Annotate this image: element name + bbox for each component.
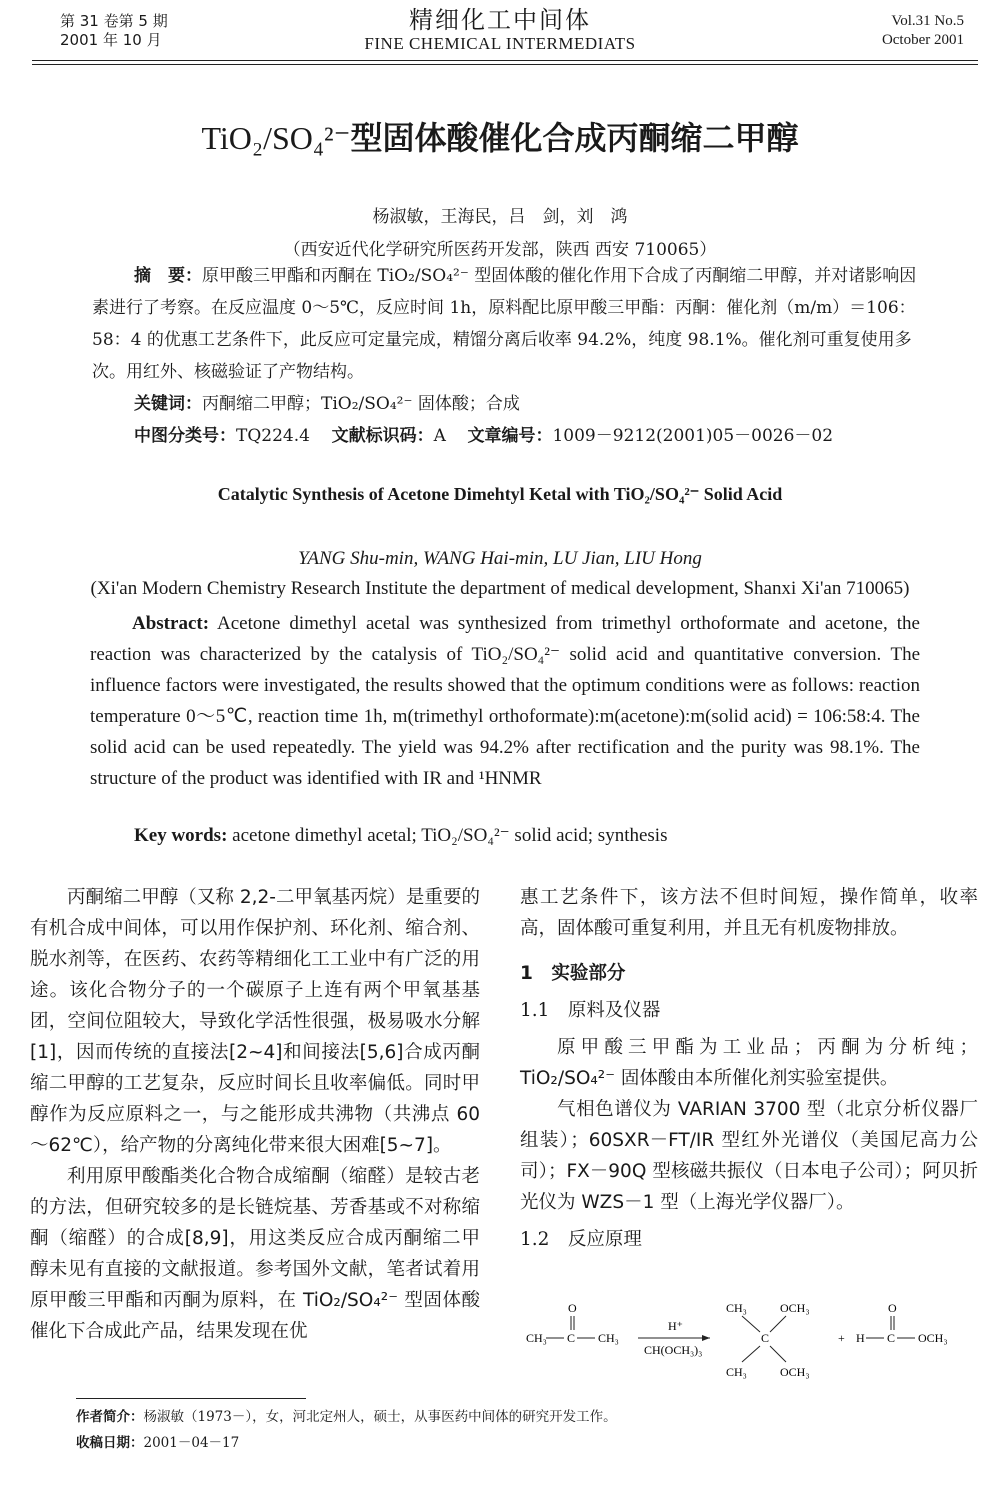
body-paragraph-2: 利用原甲酸酯类化合物合成缩酮（缩醛）是较古老的方法，但研究较多的是长链烷基、芳香基或不对称缩酮（缩醛）的合成[8,9]，用这类反应合成丙酮缩二甲醇未见有直接的文献报道。参考国外文献，笔者试着用原甲酸三甲酯和丙酮为原料，在 TiO₂/SO₄²⁻ 型固体酸催化下合成此产品，结果发现在优 — [30, 1166, 480, 1342]
article-no-label: 文章编号： — [467, 426, 553, 446]
abstract-en — [90, 608, 920, 794]
formate-h: H — [856, 1331, 865, 1345]
keywords-zh-label: 关键词： — [134, 394, 202, 414]
product-bond-tl — [742, 1316, 760, 1332]
product-bond-br — [770, 1346, 786, 1362]
reaction-arrowhead — [702, 1335, 710, 1341]
title-text: 型固体酸催化合成丙酮缩二甲醇 — [350, 119, 799, 157]
keywords-zh — [134, 388, 974, 420]
affiliation-zh: （西安近代化学研究所医药开发部，陕西 西安 710065） — [283, 240, 717, 260]
classification-zh — [134, 420, 974, 452]
header-issue-block — [882, 12, 964, 50]
doc-code-value: A — [433, 426, 446, 446]
date-zh: 2001 年 10 月 — [60, 31, 162, 49]
abstract-en-text: Acetone dimethyl acetal was synthesized from trimethyl orthoformate and acetone, the reaction was characterized by the catalysis of TiO₂/SO₄²⁻ solid acid and quantitative conversion. The influence factors were investigated, the results showed that the optimum conditions were as follows: reaction temperature 0～5℃, reaction time 1h, m(trimethyl orthoformate):m(acetone):m(solid acid) = 106:58:4. The solid acid can be used repeatedly. The yield was 94.2% after rectification and the purity was 98.1%. The structure of the product was identified with IR and ¹HNMR — [90, 613, 920, 789]
product-bond-tr — [770, 1316, 786, 1332]
author-bio-label: 作者简介： — [76, 1409, 144, 1425]
received-date-label: 收稿日期： — [76, 1435, 144, 1451]
volume-en: Vol.31 No.5 — [891, 13, 964, 29]
reagent-label: CH(OCH₃)₃ — [644, 1343, 703, 1357]
volume-zh: 第 31 卷第 5 期 — [60, 12, 168, 30]
body-paragraph-1: 丙酮缩二甲醇（又称 2,2-二甲氧基丙烷）是重要的有机合成中间体，可以用作保护剂、环化剂、缩合剂、脱水剂等，在医药、农药等精细化工工业中有广泛的用途。该化合物分子的一个碳原子上连有两个甲氧基基团，空间位阻较大，导致化学活性很强，极易吸水分解[1]，因而传统的直接法[2~4]和间接法[5,6]合成丙酮缩二甲醇的工艺复杂，反应时间长且收率偏低。同时甲醇作为反应原料之一，与之能形成共沸物（共沸点 60～62℃），给产物的分离纯化带来很大困难[5~7]。 — [30, 887, 480, 1156]
journal-name-block — [0, 6, 1000, 54]
abstract-zh — [92, 260, 930, 388]
abstract-en-label: Abstract: — [132, 613, 210, 634]
received-date-text: 2001－04－17 — [143, 1435, 240, 1451]
subsection-heading-1-2: 1.2 反应原理 — [520, 1229, 642, 1250]
authors-zh: 杨淑敏，王海民，吕 剑，刘 鸿 — [372, 207, 628, 227]
header-rule-thin — [32, 64, 978, 65]
reactant-carbon: C — [567, 1331, 576, 1345]
author-bio — [76, 1406, 617, 1428]
title-en: Catalytic Synthesis of Acetone Dimehtyl Ketal with TiO₂/SO₄²⁻ Solid Acid — [217, 484, 783, 504]
affiliation-en: (Xi'an Modern Chemistry Research Institute the department of medical development, Shanxi Xi'an 710065) — [90, 578, 910, 599]
formate-carbon: C — [887, 1331, 896, 1345]
plus-sign: + — [838, 1331, 845, 1345]
keywords-zh-text: 丙酮缩二甲醇；TiO₂/SO₄²⁻ 固体酸；合成 — [202, 394, 520, 414]
author-bio-text: 杨淑敏（1973－），女，河北定州人，硕士，从事医药中间体的研究开发工作。 — [143, 1409, 617, 1425]
section-heading-1: 1 实验部分 — [520, 963, 626, 984]
article-no-value: 1009－9212(2001)05－0026－02 — [552, 426, 834, 446]
reactant-ch3-right: CH₃ — [598, 1331, 619, 1345]
doc-code-label: 文献标识码： — [331, 426, 434, 446]
body-left-column — [30, 882, 480, 1347]
product-ch3-bottom: CH₃ — [726, 1365, 747, 1379]
product-carbon: C — [761, 1331, 770, 1345]
reaction-scheme — [520, 1300, 980, 1382]
body-paragraph-3: 惠工艺条件下，该方法不但时间短，操作简单，收率高，固体酸可重复利用，并且无有机废物排放。 — [520, 887, 978, 939]
clc-value: TQ224.4 — [236, 426, 310, 446]
catalyst-label: H⁺ — [668, 1319, 683, 1333]
keywords-en-label: Key words: — [134, 825, 228, 846]
product-ch3-top: CH₃ — [726, 1301, 747, 1315]
product-och3-bottom: OCH₃ — [780, 1365, 810, 1379]
journal-name-zh: 精细化工中间体 — [409, 6, 591, 34]
abstract-zh-text: 原甲酸三甲酯和丙酮在 TiO₂/SO₄²⁻ 型固体酸的催化作用下合成了丙酮缩二甲醇，并对诸影响因素进行了考察。在反应温度 0～5℃，反应时间 1h，原料配比原甲酸三甲酯：丙酮：催化剂（m/m）＝106：58：4 的优惠工艺条件下，此反应可定量完成，精馏分离后收率 94.2%，纯度 98.1%。催化剂可重复使用多次。用红外、核磁验证了产物结构。 — [92, 266, 917, 382]
journal-name-en: FINE CHEMICAL INTERMEDIATS — [364, 34, 636, 53]
product-och3-top: OCH₃ — [780, 1301, 810, 1315]
product-bond-bl — [742, 1346, 760, 1362]
header-rule — [32, 60, 978, 61]
authors-en: YANG Shu-min, WANG Hai-min, LU Jian, LIU Hong — [298, 548, 702, 569]
subsection-heading-1-1: 1.1 原料及仪器 — [520, 1000, 661, 1021]
clc-label: 中图分类号： — [134, 426, 236, 446]
received-date — [76, 1432, 239, 1454]
footnote-rule — [76, 1398, 306, 1399]
keywords-en — [134, 824, 667, 847]
title-formula: TiO₂/SO₄²⁻ — [201, 120, 351, 156]
abstract-zh-label: 摘 要： — [134, 266, 202, 286]
reactant-ch3-left: CH₃ — [526, 1331, 547, 1345]
page-title — [0, 118, 1000, 158]
formate-och3: OCH₃ — [918, 1331, 948, 1345]
formate-carbonyl-o: O — [888, 1301, 897, 1315]
body-right-column — [520, 882, 978, 1261]
instruments-paragraph: 气相色谱仪为 VARIAN 3700 型（北京分析仪器厂组装）；60SXR－FT/IR 型红外光谱仪（美国尼高力公司）；FX－90Q 型核磁共振仪（日本电子公司）；阿贝折光仪为 WZS－1 型（上海光学仪器厂）。 — [520, 1099, 978, 1213]
date-en: October 2001 — [881, 32, 964, 48]
reactant-carbonyl-o: O — [568, 1301, 577, 1315]
keywords-en-text: acetone dimethyl acetal; TiO₂/SO₄²⁻ solid acid; synthesis — [227, 825, 668, 846]
materials-paragraph: 原甲酸三甲酯为工业品；丙酮为分析纯；TiO₂/SO₄²⁻ 固体酸由本所催化剂实验室提供。 — [520, 1037, 978, 1089]
